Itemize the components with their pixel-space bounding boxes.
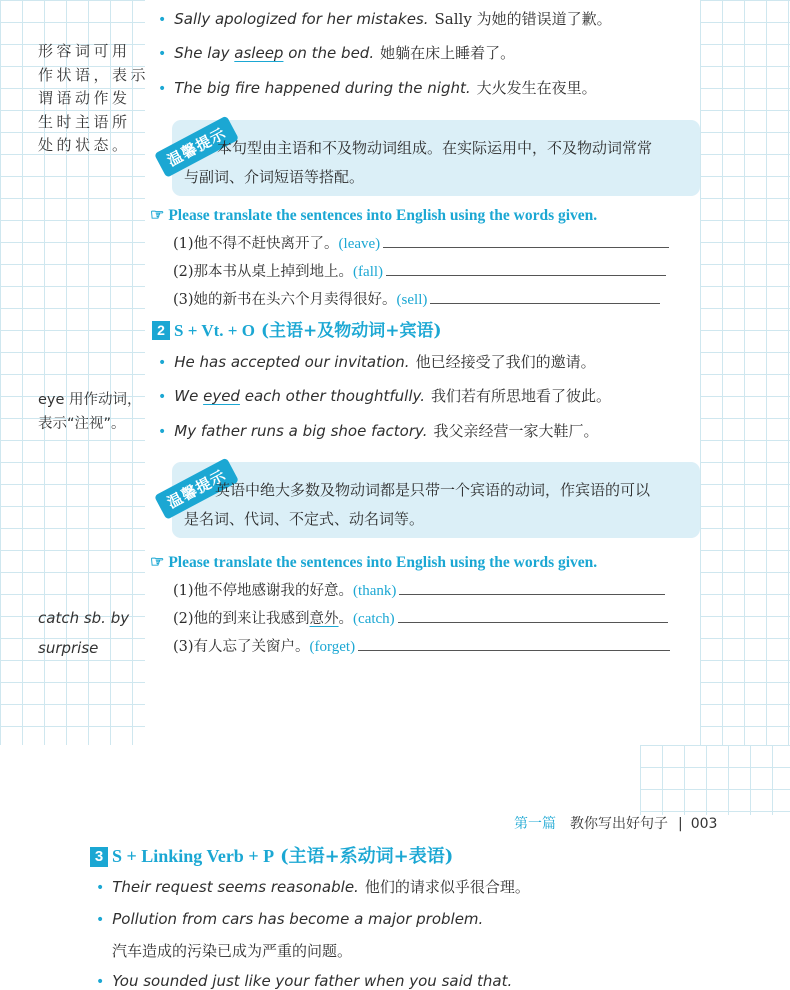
example-translation: 汽车造成的污染已成为严重的问题。 xyxy=(112,942,353,960)
bullet-icon: • xyxy=(158,81,167,97)
section-heading: 3 S + Linking Verb + P (主语+系动词+表语) xyxy=(90,842,453,868)
bullet-icon: • xyxy=(158,12,167,28)
example-sentence: • We eyed each other thoughtfully. 我们若有所思地看了彼此。 xyxy=(158,387,611,405)
example-sentence: • You sounded just like your father when you said that. xyxy=(96,972,513,990)
exercise-item: (3)她的新书在头六个月卖得很好。(sell) xyxy=(173,288,660,309)
exercise-item: (1)他不得不赶快离开了。(leave) xyxy=(173,232,669,253)
section-number-badge: 3 xyxy=(90,847,108,867)
tip-box xyxy=(164,120,700,196)
tip-label: 温馨提示 xyxy=(154,457,239,519)
bullet-icon: • xyxy=(158,46,167,62)
exercise-item: (2)他的到来让我感到意外。(catch) xyxy=(173,607,668,628)
grid-paper-right-margin xyxy=(700,0,790,745)
chapter-title: 教你写出好句子 xyxy=(570,816,668,832)
exercise-instruction: ☞ Please translate the sentences into English using the words given. xyxy=(150,207,598,224)
answer-blank[interactable] xyxy=(358,649,670,651)
section-number-badge: 2 xyxy=(152,321,170,340)
pointing-hand-icon: ☞ xyxy=(150,207,165,224)
example-sentence: • The big fire happened during the night. 大火发生在夜里。 xyxy=(158,79,597,97)
example-sentence: • Their request seems reasonable. 他们的请求似乎很合理。 xyxy=(96,878,530,896)
tip-label: 温馨提示 xyxy=(154,115,239,177)
part-label: 第一篇 xyxy=(514,816,556,832)
example-sentence: • Pollution from cars has become a major problem. xyxy=(96,910,484,928)
grid-paper-bottom-right xyxy=(640,745,790,815)
exercise-item: (1)他不停地感谢我的好意。(thank) xyxy=(173,579,665,600)
example-sentence: • She lay asleep on the bed. 她躺在床上睡着了。 xyxy=(158,44,516,62)
answer-blank[interactable] xyxy=(430,302,660,304)
section-heading: 2 S + Vt. + O (主语+及物动词+宾语) xyxy=(152,316,442,341)
tip-text-line: 本句型由主语和不及物动词组成。在实际运用中，不及物动词常常 xyxy=(217,139,653,157)
margin-note-eye: eye 用作动词， 表示“注视”。 xyxy=(38,392,142,432)
page-footer: 第一篇 教你写出好句子 | 003 xyxy=(514,816,718,832)
tip-box xyxy=(164,462,700,538)
bullet-icon: • xyxy=(96,974,105,990)
exercise-instruction: ☞ Please translate the sentences into English using the words given. xyxy=(150,554,598,571)
tip-text-line: 与副词、介词短语等搭配。 xyxy=(184,168,365,186)
bullet-icon: • xyxy=(158,389,167,405)
exercise-item: (3)有人忘了关窗户。(forget) xyxy=(173,635,670,656)
margin-note-catch: catch sb. by surprise xyxy=(38,609,130,657)
answer-blank[interactable] xyxy=(386,274,666,276)
exercise-item: (2)那本书从桌上掉到地上。(fall) xyxy=(173,260,666,281)
tip-text-line: 是名词、代词、不定式、动名词等。 xyxy=(184,510,425,528)
example-sentence: • My father runs a big shoe factory. 我父亲经营一家大鞋厂。 xyxy=(158,422,599,440)
pointing-hand-icon: ☞ xyxy=(150,554,165,571)
answer-blank[interactable] xyxy=(383,246,669,248)
answer-blank[interactable] xyxy=(398,621,668,623)
example-sentence: • He has accepted our invitation. 他已经接受了我们的邀请。 xyxy=(158,353,596,371)
bullet-icon: • xyxy=(158,424,167,440)
bullet-icon: • xyxy=(158,355,167,371)
answer-blank[interactable] xyxy=(399,593,665,595)
page-number: 003 xyxy=(690,816,718,832)
tip-text-line: 英语中绝大多数及物动词都是只带一个宾语的动词，作宾语的可以 xyxy=(215,481,651,499)
bullet-icon: • xyxy=(96,880,105,896)
example-sentence: • Sally apologized for her mistakes. Sally 为她的错误道了歉。 xyxy=(158,10,612,28)
margin-note-adjective: 形容词可用 作状语，表示 谓语动作发 生时主语所 处的状态。 xyxy=(38,42,150,154)
bullet-icon: • xyxy=(96,912,105,928)
